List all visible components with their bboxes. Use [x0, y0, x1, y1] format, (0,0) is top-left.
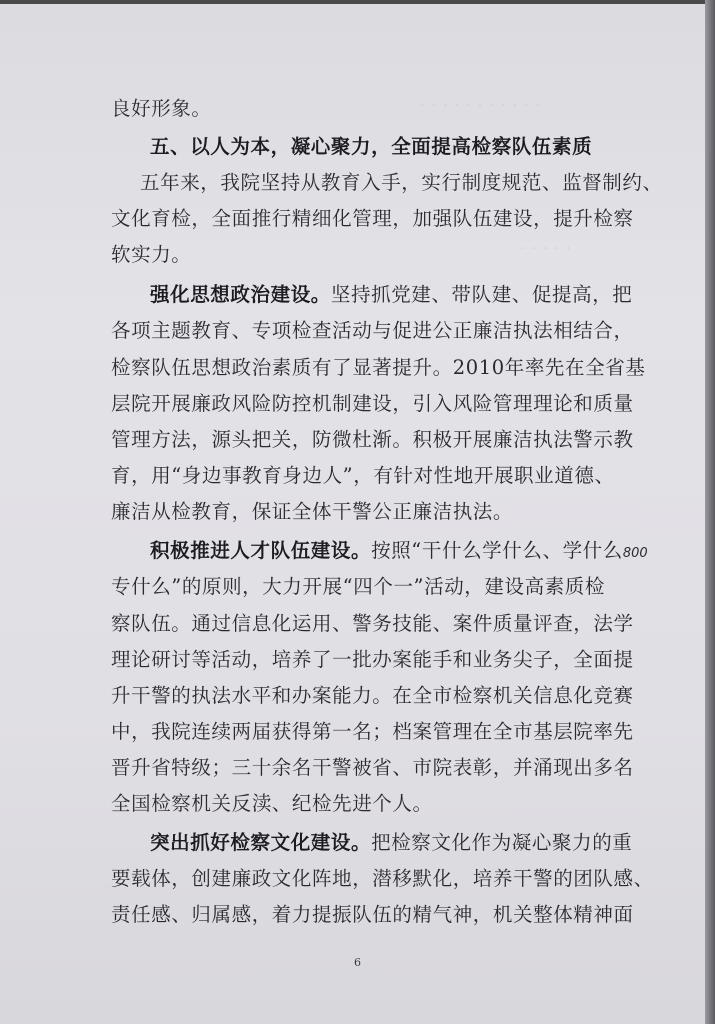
- text-span: 把检察文化作为凝心聚力的重: [371, 831, 633, 854]
- text-line: [150, 282, 632, 308]
- text-line: 文化育检，全面推行精细化管理，加强队伍建设，提升检察: [111, 207, 634, 230]
- text-line: 理论研讨等活动，培养了一批办案能手和业务尖子，全面提: [111, 648, 634, 671]
- text-line: 检察队伍思想政治素质有了显著提升。2010年率先在全省基: [111, 356, 646, 379]
- text-line: 五年来，我院坚持从教育入手，实行制度规范、监督制约、: [140, 171, 663, 194]
- page-number: 6: [354, 956, 361, 969]
- text-line: [150, 538, 648, 567]
- text-line: 察队伍。通过信息化运用、警务技能、案件质量评查，法学: [111, 612, 634, 635]
- text-line: 责任感、归属感，着力提振队伍的精气神，机关整体精神面: [111, 903, 634, 926]
- text-line: 管理方法，源头把关，防微杜渐。积极开展廉洁执法警示教: [111, 428, 634, 451]
- paragraph-lead: 突出抓好检察文化建设。: [150, 831, 372, 854]
- text-line: 育，用“身边事教育身边人”，有针对性地开展职业道德、: [111, 464, 615, 487]
- section-heading: 五、以人为本，凝心聚力，全面提高检察队伍素质: [150, 135, 593, 158]
- paragraph-lead: 强化思想政治建设。: [150, 283, 331, 306]
- text-line: 中，我院连续两届获得第一名；档案管理在全市基层院率先: [111, 720, 634, 743]
- text-line: 晋升省特级；三十余名干警被省、市院表彰，并涌现出多名: [111, 756, 634, 779]
- text-line: 良好形象。: [111, 97, 212, 120]
- paragraph-lead: 积极推进人才队伍建设。: [150, 539, 372, 562]
- text-span: 坚持抓党建、带队建、促提高，把: [330, 283, 633, 306]
- text-line: 各项主题教育、专项检查活动与促进公正廉洁执法相结合，: [111, 319, 634, 342]
- text-line: 升干警的执法水平和办案能力。在全市检察机关信息化竞赛: [111, 684, 634, 707]
- document-page: [0, 4, 708, 1024]
- text-line: 专什么”的原则，大力开展“四个一”活动，建设高素质检: [111, 575, 606, 598]
- text-line: 廉洁从检教育，保证全体干警公正廉洁执法。: [111, 500, 514, 523]
- handwritten-note: 800: [622, 546, 648, 561]
- scanner-edge: [705, 0, 715, 1024]
- text-line: 软实力。: [111, 243, 192, 266]
- text-line: 要载体，创建廉政文化阵地，潜移默化，培养干警的团队感、: [111, 867, 654, 890]
- text-line: 全国检察机关反渎、纪检先进个人。: [111, 792, 433, 815]
- text-span: 按照“干什么学什么、学什么: [371, 539, 623, 562]
- text-line: 层院开展廉政风险防控机制建设，引入风险管理理论和质量: [111, 392, 634, 415]
- bleed-through-text: · · · · · · · · · · ·: [420, 96, 542, 114]
- bleed-through-text: · · · · ·: [520, 239, 572, 257]
- text-line: [150, 830, 632, 856]
